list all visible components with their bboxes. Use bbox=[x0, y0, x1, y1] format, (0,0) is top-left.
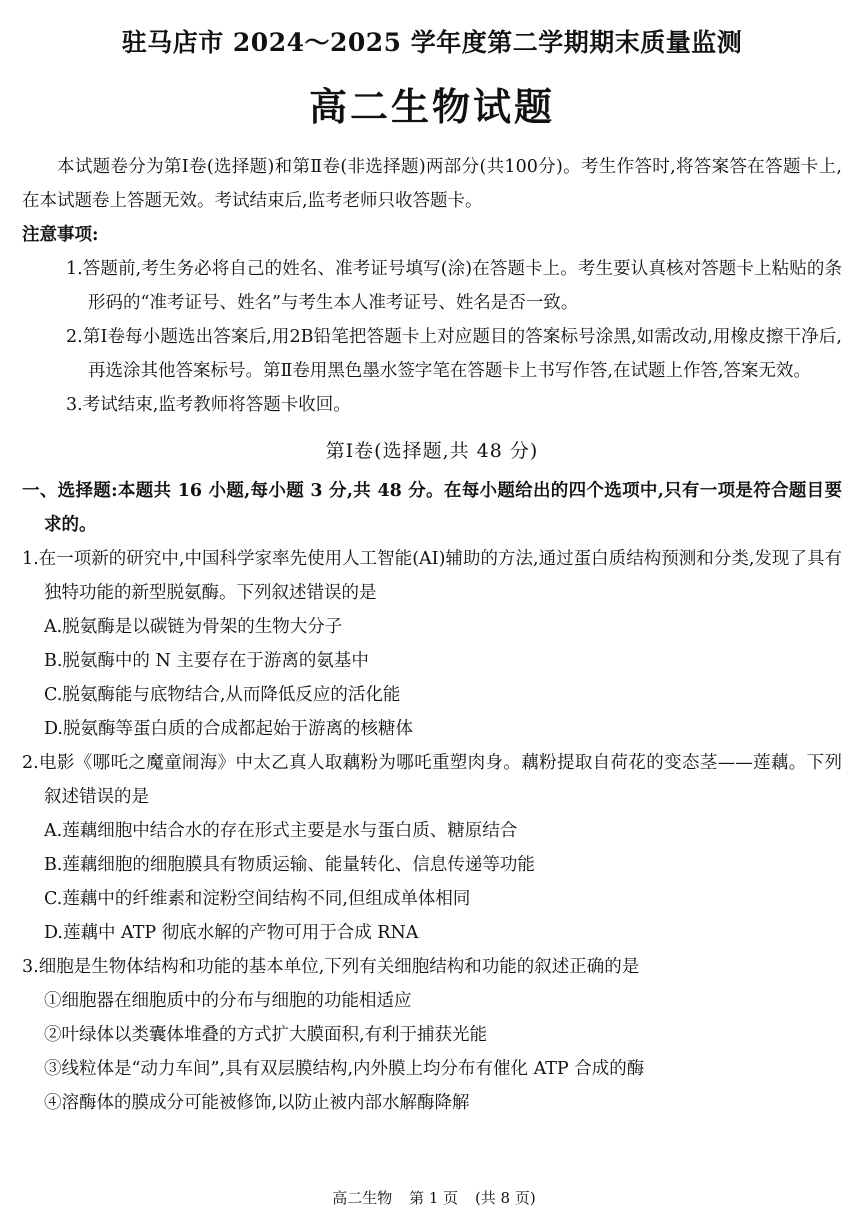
note-item: 2.第Ⅰ卷每小题选出答案后,用2B铅笔把答题卡上对应题目的答案标号涂黑,如需改动,用橡皮擦干净后,再选涂其他答案标号。第Ⅱ卷用黑色墨水签字笔在答题卡上书写作答,在试题上作答,答案无效。 bbox=[66, 327, 842, 381]
question-3 bbox=[22, 950, 842, 1120]
statement-4: ④溶酶体的膜成分可能被修饰,以防止被内部水解酶降解 bbox=[44, 1093, 470, 1113]
question-stem: 1.在一项新的研究中,中国科学家率先使用人工智能(AI)辅助的方法,通过蛋白质结构预测和分类,发现了具有独特功能的新型脱氨酶。下列叙述错误的是 bbox=[22, 549, 842, 603]
option-d: D.莲藕中 ATP 彻底水解的产物可用于合成 RNA bbox=[44, 923, 419, 943]
option-a: A.莲藕细胞中结合水的存在形式主要是水与蛋白质、糖原结合 bbox=[44, 821, 518, 841]
statement-1: ①细胞器在细胞质中的分布与细胞的功能相适应 bbox=[44, 991, 412, 1011]
option-b: B.脱氨酶中的 N 主要存在于游离的氨基中 bbox=[44, 651, 369, 671]
statement-3: ③线粒体是“动力车间”,具有双层膜结构,内外膜上均分布有催化 ATP 合成的酶 bbox=[44, 1059, 645, 1079]
notes-heading: 注意事项: bbox=[22, 225, 99, 245]
intro-paragraph: 本试题卷分为第Ⅰ卷(选择题)和第Ⅱ卷(非选择题)两部分(共100分)。考生作答时,将答案答在答题卡上,在本试题卷上答题无效。考试结束后,监考老师只收答题卡。 bbox=[22, 157, 842, 211]
footer-total-pages: (共 8 页) bbox=[474, 1189, 536, 1207]
option-b: B.莲藕细胞的细胞膜具有物质运输、能量转化、信息传递等功能 bbox=[44, 855, 535, 875]
question-stem: 2.电影《哪吒之魔童闹海》中太乙真人取藕粉为哪吒重塑肉身。藕粉提取自荷花的变态茎——莲藕。下列叙述错误的是 bbox=[22, 753, 842, 807]
question-stem: 3.细胞是生物体结构和功能的基本单位,下列有关细胞结构和功能的叙述正确的是 bbox=[22, 957, 640, 977]
statement-list bbox=[22, 984, 842, 1120]
option-list bbox=[22, 610, 842, 746]
note-item: 1.答题前,考生务必将自己的姓名、准考证号填写(涂)在答题卡上。考生要认真核对答题卡上粘贴的条形码的“准考证号、姓名”与考生本人准考证号、姓名是否一致。 bbox=[66, 259, 842, 313]
option-d: D.脱氨酶等蛋白质的合成都起始于游离的核糖体 bbox=[44, 719, 413, 739]
option-list bbox=[22, 814, 842, 950]
option-a: A.脱氨酶是以碳链为骨架的生物大分子 bbox=[44, 617, 343, 637]
section-title: 第Ⅰ卷(选择题,共 48 分) bbox=[325, 440, 539, 462]
part-heading: 一、选择题:本题共 16 小题,每小题 3 分,共 48 分。在每小题给出的四个选项中,只有一项是符合题目要求的。 bbox=[22, 481, 842, 535]
statement-2: ②叶绿体以类囊体堆叠的方式扩大膜面积,有利于捕获光能 bbox=[44, 1025, 488, 1045]
paper-title: 高二生物试题 bbox=[308, 84, 555, 129]
page-footer bbox=[0, 1186, 868, 1210]
question-2 bbox=[22, 746, 842, 950]
notes-list bbox=[22, 252, 842, 422]
note-item: 3.考试结束,监考教师将答题卡收回。 bbox=[66, 395, 351, 415]
option-c: C.脱氨酶能与底物结合,从而降低反应的活化能 bbox=[44, 685, 401, 705]
option-c: C.莲藕中的纤维素和淀粉空间结构不同,但组成单体相同 bbox=[44, 889, 471, 909]
exam-title: 驻马店市 2024～2025 学年度第二学期期末质量监测 bbox=[121, 28, 743, 57]
footer-page-number: 第 1 页 bbox=[409, 1189, 459, 1207]
question-1 bbox=[22, 542, 842, 746]
footer-subject: 高二生物 bbox=[332, 1189, 393, 1207]
